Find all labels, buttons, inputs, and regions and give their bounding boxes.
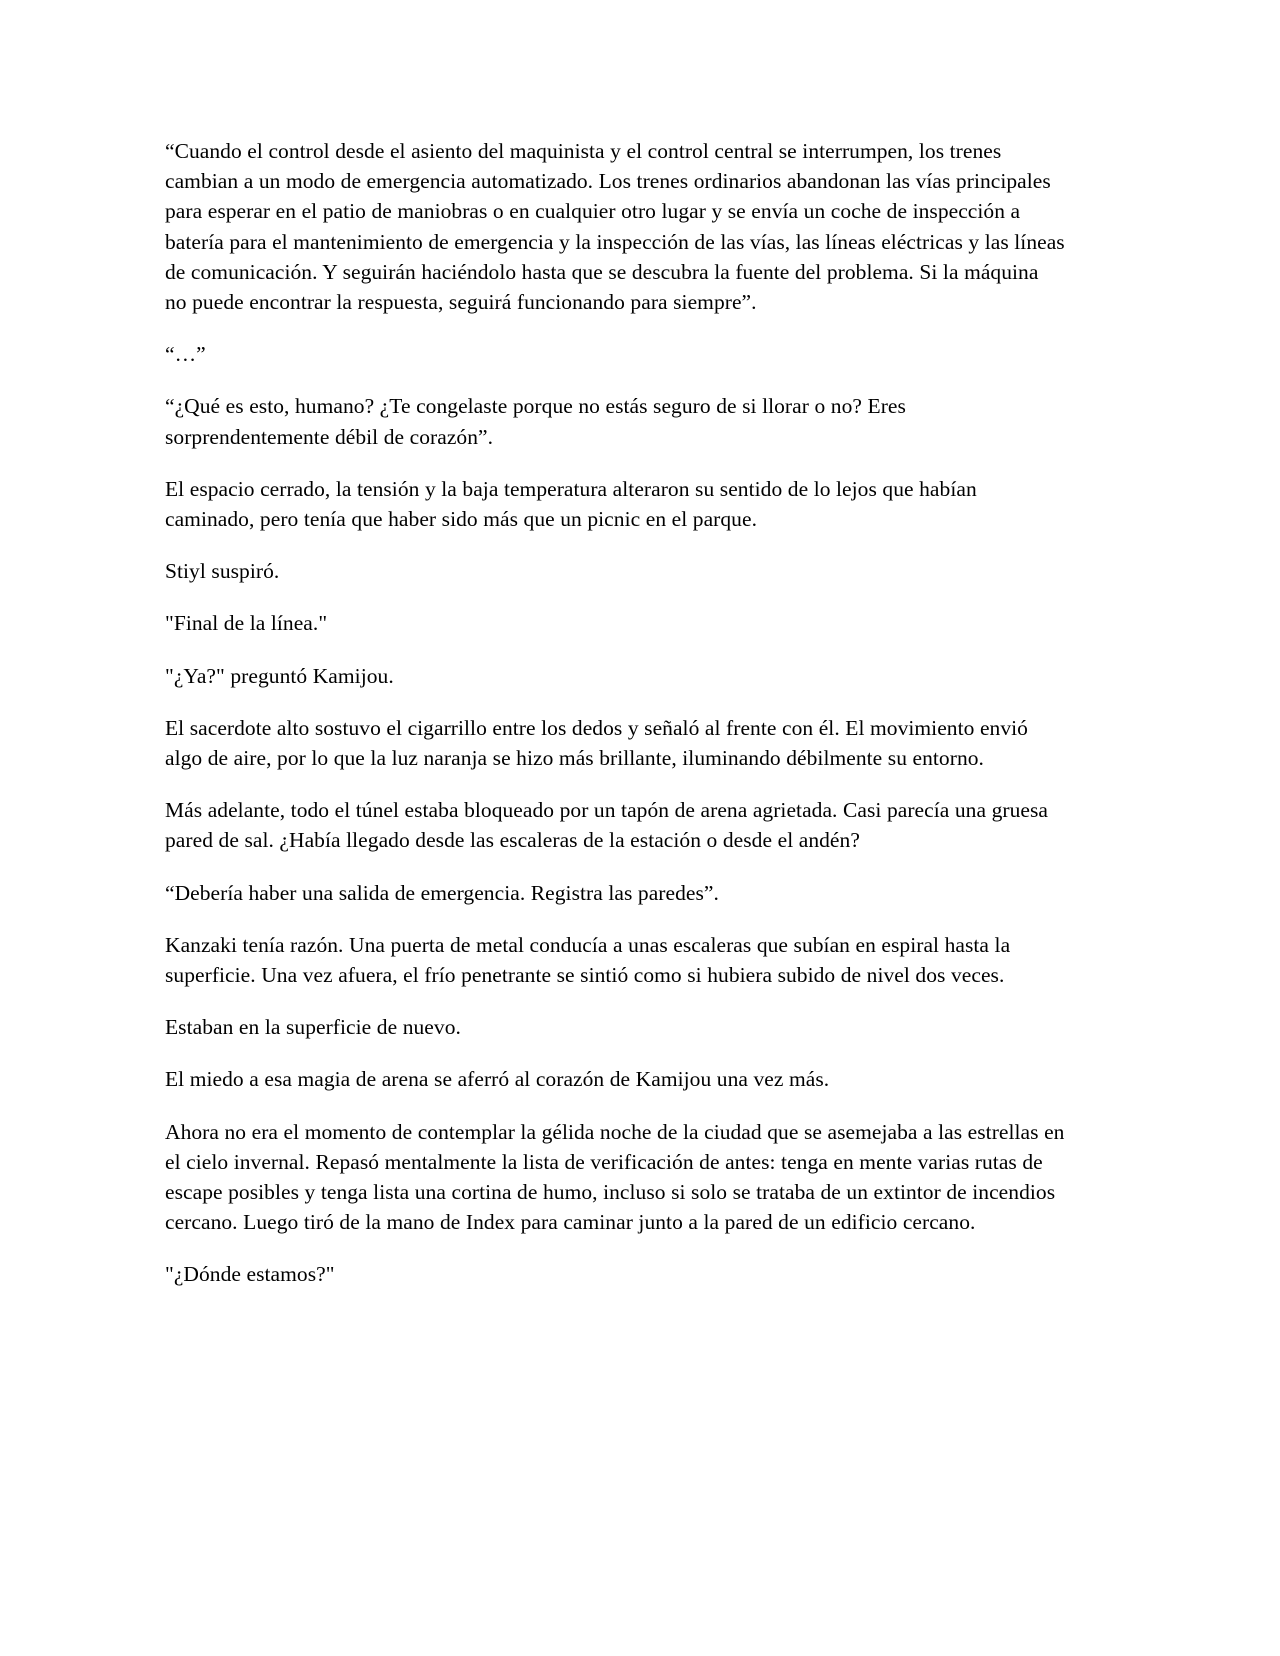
paragraph-15: "¿Dónde estamos?": [165, 1262, 335, 1287]
document-text-body: [165, 136, 1071, 1290]
paragraph-2: “…”: [165, 342, 206, 367]
paragraph-11: Kanzaki tenía razón. Una puerta de metal conducía a unas escaleras que subían en espiral hasta la superficie. Una vez afuera, el frío penetrante se sintió como si hubiera subido de nivel dos veces.: [165, 932, 1016, 988]
paragraph-1: “Cuando el control desde el asiento del maquinista y el control central se interrumpen, los trenes cambian a un modo de emergencia automatizado. Los trenes ordinarios abandonan las vías principales para esperar en el patio de maniobras o en cualquier otro lugar y se envía un coche de inspección a batería para el mantenimiento de emergencia y la inspección de las vías, las líneas eléctricas y las líneas de comunicación. Y seguirán haciéndolo hasta que se descubra la fuente del problema. Si la máquina no puede encontrar la respuesta, seguirá funcionando para siempre”.: [165, 139, 1071, 315]
paragraph-10: “Debería haber una salida de emergencia. Registra las paredes”.: [165, 880, 719, 905]
paragraph-14: Ahora no era el momento de contemplar la gélida noche de la ciudad que se asemejaba a las estrellas en el cielo invernal. Repasó mentalmente la lista de verificación de antes: tenga en mente varias rutas de escape posibles y tenga lista una cortina de humo, incluso si solo se trataba de un extintor de incendios cercano. Luego tiró de la mano de Index para caminar junto a la pared de un edificio cercano.: [165, 1119, 1071, 1235]
paragraph-13: El miedo a esa magia de arena se aferró al corazón de Kamijou una vez más.: [165, 1067, 830, 1092]
paragraph-8: El sacerdote alto sostuvo el cigarrillo entre los dedos y señaló al frente con él. El movimiento envió algo de aire, por lo que la luz naranja se hizo más brillante, iluminando débilmente su entorno.: [165, 715, 1034, 771]
paragraph-7: "¿Ya?" preguntó Kamijou.: [165, 663, 394, 688]
paragraph-4: El espacio cerrado, la tensión y la baja temperatura alteraron su sentido de lo lejos que habían caminado, pero tenía que haber sido más que un picnic en el parque.: [165, 476, 983, 532]
paragraph-6: "Final de la línea.": [165, 611, 328, 636]
paragraph-3: “¿Qué es esto, humano? ¿Te congelaste porque no estás seguro de si llorar o no? Eres sorprendentemente débil de corazón”.: [165, 394, 912, 449]
paragraph-12: Estaban en la superficie de nuevo.: [165, 1015, 461, 1040]
paragraph-9: Más adelante, todo el túnel estaba bloqueado por un tapón de arena agrietada. Casi parecía una gruesa pared de sal. ¿Había llegado desde las escaleras de la estación o desde el andén?: [165, 798, 1054, 853]
paragraph-5: Stiyl suspiró.: [165, 559, 280, 584]
